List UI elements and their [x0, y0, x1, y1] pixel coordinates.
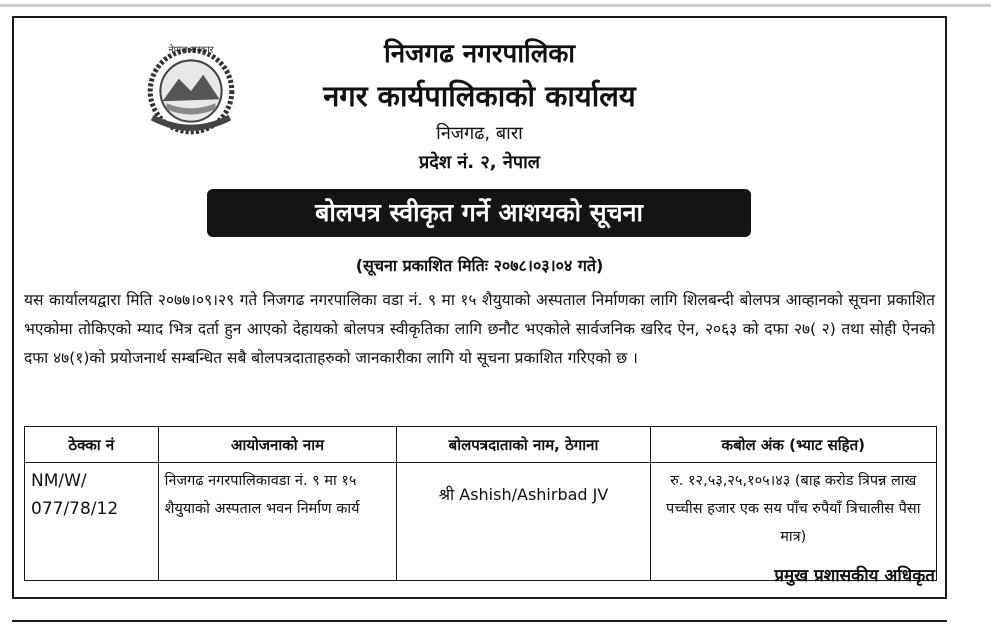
contract-no: NM/W/ 077/78/12 [25, 463, 159, 581]
header-bidder: बोलपत्रदाताको नाम, ठेगाना [397, 427, 650, 463]
publication-date: (सूचना प्रकाशित मितिः २०७८।०३।०४ गते) [355, 256, 604, 275]
svg-text:नेपाल सरकार: नेपाल सरकार [168, 44, 214, 56]
province-line: प्रदेश नं. २, नेपाल [419, 152, 540, 173]
office-name: नगर कार्यपालिकाको कार्यालय [323, 79, 636, 113]
table-header-row [25, 427, 937, 463]
bid-amount: रु. १२,५३,२५,१०५।४३ (बाह्र करोड त्रिपन्न लाख पच्चीस हजार एक सय पाँच रुपैयाँ त्रिचालीस पैसा मात्र) [650, 463, 936, 581]
top-divider [0, 4, 991, 7]
office-address: निजगढ, बारा [436, 123, 523, 144]
signature-title: प्रमुख प्रशासकीय अधिकृत [774, 566, 935, 586]
public-notice [12, 16, 947, 599]
project-name: निजगढ नगरपालिकावडा नं. ९ मा १५ शैयुयाको अस्पताल भवन निर्माण कार्य [158, 463, 397, 581]
header-project-name: आयोजनाको नाम [158, 427, 397, 463]
header-amount: कबोल अंक (भ्याट सहित) [650, 427, 936, 463]
municipality-name: निजगढ नगरपालिका [383, 39, 576, 69]
header-contract-no: ठेक्का नं [25, 427, 159, 463]
notice-title: बोलपत्र स्वीकृत गर्ने आशयको सूचना [207, 189, 751, 237]
bottom-divider [12, 620, 947, 631]
award-table [24, 426, 937, 581]
bidder-name: श्री Ashish/Ashirbad JV [397, 463, 650, 581]
notice-body: यस कार्यालयद्वारा मिति २०७७।०९।२९ गते निजगढ नगरपालिका वडा नं. ९ मा १५ शैयुयाको अस्पताल निर्माणका लागि शिलबन्दी बोलपत्र आव्हानको सूचना प्रकाशित भएकोमा तोकिएको म्याद भित्र दर्ता हुन आएको देहायको बोलपत्र स्वीकृतिका लागि छनौट भएकोले सार्वजनिक खरिद ऐन, २०६३ को दफा २७( २) तथा सोही ऐनको दफा ४७(१)को प्रयोजनार्थ सम्बन्धित सबै बोलपत्रदाताहरुको जानकारीका लागि यो सूचना प्रकाशित गरिएको छ । [24, 291, 935, 367]
